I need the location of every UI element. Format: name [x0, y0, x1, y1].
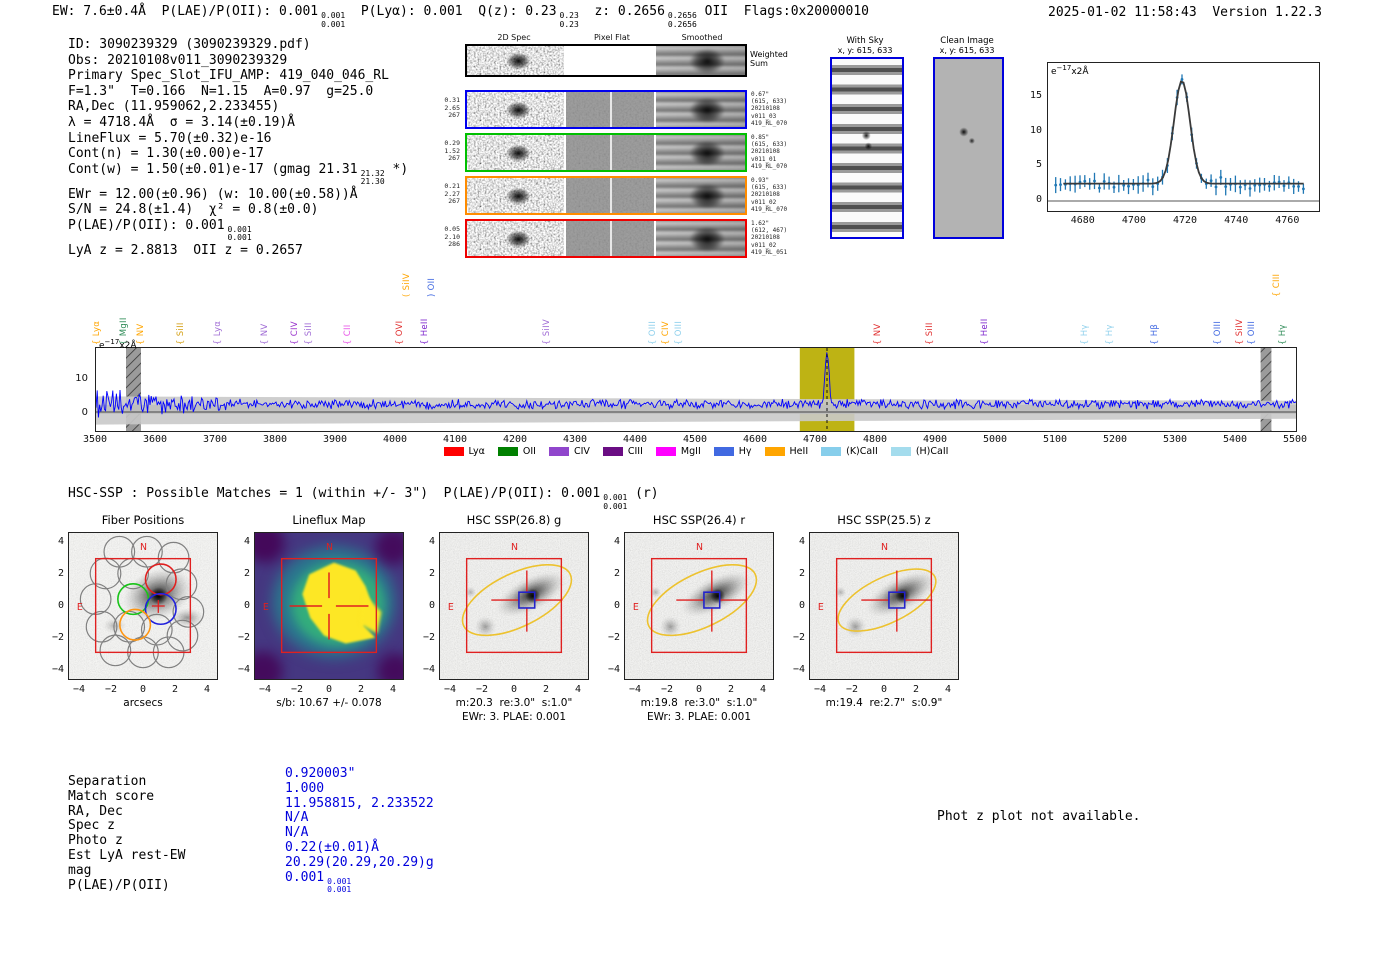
svg-text:N: N	[140, 541, 148, 553]
legend-item	[656, 446, 701, 457]
cutout-caption2: EWr: 3. PLAE: 0.001	[646, 711, 752, 723]
legend-label: CIV	[573, 446, 590, 457]
spec2d-image	[467, 46, 564, 75]
legend-label: (K)CaII	[846, 446, 878, 457]
fiber-id-labels: 0.85" (615, 633) 20210108 v011_01 419_RL_070	[751, 134, 788, 170]
spectral-line-label: { OIII	[1247, 320, 1257, 345]
legend-item	[765, 446, 809, 457]
legend-item	[498, 446, 536, 457]
ytick-label: 0	[798, 600, 805, 611]
match-table-value: 20.29(20.29,20.29)g	[285, 854, 434, 870]
spectral-line-label: { HeII	[980, 318, 990, 345]
info-line: λ = 4718.4Å σ = 3.14(±0.19)Å	[68, 114, 295, 130]
xtick-label: 3600	[142, 434, 168, 445]
cutout-panel-lineflux	[254, 532, 404, 680]
emission-blob	[467, 92, 564, 127]
pixelflat-image	[566, 46, 654, 75]
legend-label: Lyα	[468, 446, 485, 457]
svg-text:E: E	[262, 601, 269, 613]
match-table-label: Photo z	[68, 833, 123, 849]
clean-image-title: Clean Image	[940, 36, 994, 46]
cutout-caption: arcsecs	[123, 697, 163, 709]
spec2d-image	[467, 135, 564, 170]
clean-image-coords: x, y: 615, 633	[939, 46, 995, 55]
spectral-line-label: { CIV	[661, 321, 671, 345]
xtick-label: 5200	[1102, 434, 1128, 445]
xtick-label: −2	[845, 684, 859, 695]
fiber-weight-labels: 0.05 2.10 286	[444, 225, 460, 248]
with-sky-cutout	[830, 57, 904, 239]
xtick-label: 2	[357, 684, 365, 695]
xtick-label: 2	[171, 684, 179, 695]
ytick-label: −4	[51, 664, 64, 675]
match-table-label: RA, Dec	[68, 803, 123, 819]
xtick-label: 0	[139, 684, 147, 695]
cutout-panel-hsc	[439, 532, 589, 680]
info-line: Cont(n) = 1.30(±0.00)e-17	[68, 146, 264, 162]
spectral-line-label: { SiIV	[542, 319, 552, 345]
xtick-label: 0	[510, 684, 518, 695]
smoothed-blob	[656, 178, 745, 213]
exposure-row	[465, 176, 747, 215]
weighted-sum-label: Weighted Sum	[750, 50, 788, 68]
ytick-label: −2	[607, 632, 620, 643]
match-table-value: N/A	[285, 810, 309, 826]
xtick-label: 5000	[982, 434, 1008, 445]
cutout-caption: m:19.8 re:3.0" s:1.0"	[640, 697, 758, 709]
xtick-label: 4	[203, 684, 211, 695]
xtick-label: 4	[574, 684, 582, 695]
ytick-label: −4	[607, 664, 620, 675]
emission-spot	[935, 59, 1002, 237]
cutout-panel-hsc	[624, 532, 774, 680]
fiber-id-labels: 0.67" (615, 633) 20210108 v011_03 419_RL_070	[751, 91, 788, 127]
fraction-stack: 0.001 0.001	[227, 224, 252, 243]
xtick-label: 4000	[382, 434, 408, 445]
smoothed-blob	[656, 92, 745, 127]
photz-note: Phot z plot not available.	[937, 809, 1141, 824]
xtick-label: 4400	[622, 434, 648, 445]
xtick-label: 3800	[262, 434, 288, 445]
info-line: Cont(w) = 1.50(±0.01)e-17 (gmag 21.31 21.32 21.30 *)	[68, 161, 409, 187]
match-table-value: 11.958815, 2.233522	[285, 795, 434, 811]
xtick-label: −4	[258, 684, 272, 695]
xtick-label: 4500	[682, 434, 708, 445]
ytick-label: −4	[422, 664, 435, 675]
xtick-label: −2	[104, 684, 118, 695]
info-line: EWr = 12.00(±0.96) (w: 10.00(±0.58))Å	[68, 186, 358, 202]
match-table-label: Spec z	[68, 818, 115, 834]
fraction-stack: 0.001 0.001	[603, 493, 628, 511]
fiber-weight-labels: 0.29 1.52 267	[444, 139, 460, 162]
xtick-label: −4	[72, 684, 86, 695]
xtick-label: 4700	[1121, 215, 1146, 226]
spectral-line-label: { NV	[260, 323, 270, 345]
match-table-value: 0.920003"	[285, 766, 356, 781]
spectral-line-label: ( SiIV	[402, 273, 412, 297]
ytick-label: 2	[798, 568, 805, 579]
fraction-stack: 0.2656 0.2656	[667, 11, 697, 29]
ytick-label: 15	[1029, 89, 1042, 101]
info-line: P(LAE)/P(OII): 0.001 0.001 0.001	[68, 217, 252, 243]
spectral-line-label: { OIII	[1213, 320, 1223, 345]
spec2d-image	[467, 221, 564, 256]
spectral-line-label: { SiII	[304, 322, 314, 345]
legend-item	[603, 446, 643, 457]
legend-label: Hγ	[738, 446, 752, 457]
xtick-label: 4600	[742, 434, 768, 445]
xtick-label: −4	[813, 684, 827, 695]
xtick-label: 4	[389, 684, 397, 695]
flux-units-label: $e^{-17}x2Å$	[1051, 64, 1089, 77]
spectral-line-label: { CIV	[290, 321, 300, 345]
xtick-label: 4100	[442, 434, 468, 445]
smoothed-image	[656, 221, 745, 256]
smoothed-image	[656, 46, 745, 75]
smoothed-image	[656, 178, 745, 213]
pixelflat-image	[566, 178, 654, 213]
legend-item	[444, 446, 485, 457]
ytick-label: 4	[613, 536, 620, 547]
ytick-label: −2	[237, 632, 250, 643]
ytick-label: 4	[798, 536, 805, 547]
legend-swatch	[498, 447, 518, 456]
spectral-line-label: { HeII	[420, 318, 430, 345]
svg-text:N: N	[881, 541, 889, 553]
spectral-line-label: { MgII	[119, 317, 129, 345]
ytick-label: 2	[428, 568, 435, 579]
cutout-panel-hsc2	[809, 532, 959, 680]
info-line: ID: 3090239329 (3090239329.pdf)	[68, 37, 311, 52]
summary-header: EW: 7.6±0.4Å P(LAE)/P(OII): 0.001 0.001 0.001 P(Lyα): 0.001 Q(z): 0.23 0.23 0.23 z: 0.2656 0.2656 0.2656 OII Flags:0x20000010	[52, 4, 869, 29]
cutout-title: Fiber Positions	[101, 513, 185, 527]
xtick-label: 3700	[202, 434, 228, 445]
legend-swatch	[656, 447, 676, 456]
xtick-label: −4	[443, 684, 457, 695]
legend-swatch	[714, 447, 734, 456]
xtick-label: 4200	[502, 434, 528, 445]
line-legend	[95, 446, 1297, 457]
match-table-value: 0.22(±0.01)Å	[285, 840, 379, 855]
ytick-label: 2	[243, 568, 250, 579]
xtick-label: −2	[660, 684, 674, 695]
legend-swatch	[444, 447, 464, 456]
fraction-stack: 0.23 0.23	[559, 11, 579, 29]
ytick-label: 0	[613, 600, 620, 611]
xtick-label: 3500	[82, 434, 108, 445]
svg-text:N: N	[326, 541, 334, 553]
xtick-label: 0	[695, 684, 703, 695]
fiber-weight-labels: 0.31 2.65 267	[444, 96, 460, 119]
spectral-line-label: { NV	[873, 323, 883, 345]
col-header-pixelflat: Pixel Flat	[594, 33, 630, 42]
ytick-label: 10	[1029, 124, 1042, 136]
spectral-line-label: { Lyα	[213, 320, 223, 345]
xtick-label: 3900	[322, 434, 348, 445]
xtick-label: −4	[628, 684, 642, 695]
match-table-label: Est LyA rest-EW	[68, 848, 186, 863]
timestamp-version: 2025-01-02 11:58:43 Version 1.22.3	[1048, 5, 1322, 20]
xtick-label: 4760	[1275, 215, 1300, 226]
clean-image-cutout	[933, 57, 1004, 239]
hsc-match-header: HSC-SSP : Possible Matches = 1 (within +/- 3") P(LAE)/P(OII): 0.001 0.001 0.001 (r)	[68, 486, 659, 511]
spectral-line-label: { Hγ	[1105, 324, 1115, 345]
spectrum-ytick-0: 0	[81, 407, 88, 418]
svg-text:N: N	[511, 541, 519, 553]
spectral-line-label: { CII	[343, 324, 353, 345]
legend-swatch	[765, 447, 785, 456]
info-line: LyA z = 2.8813 OII z = 0.2657	[68, 242, 303, 258]
xtick-label: 4800	[862, 434, 888, 445]
match-table-value: N/A	[285, 825, 309, 841]
legend-item	[891, 446, 949, 457]
legend-item	[821, 446, 878, 457]
xtick-label: 4680	[1070, 215, 1095, 226]
info-line: S/N = 24.8(±1.4) χ² = 0.8(±0.0)	[68, 202, 319, 218]
xtick-label: 2	[912, 684, 920, 695]
col-header-2dspec: 2D Spec	[497, 33, 531, 42]
emission-blob	[467, 135, 564, 170]
match-table-value: 0.001 0.001 0.001	[285, 869, 352, 895]
xtick-label: 5400	[1222, 434, 1248, 445]
fraction-stack: 0.001 0.001	[321, 11, 346, 29]
spectrum-ytick-10: 10	[75, 373, 88, 384]
emission-blob	[467, 178, 564, 213]
spectral-line-label: ) OII	[427, 277, 437, 297]
with-sky-coords: x, y: 615, 633	[837, 46, 893, 55]
ytick-label: 4	[57, 536, 64, 547]
cutout-panel-fiber	[68, 532, 218, 680]
spectral-line-label: { OVI	[395, 320, 405, 345]
cutout-title: HSC SSP(26.4) r	[652, 513, 746, 527]
xtick-label: 5100	[1042, 434, 1068, 445]
exposure-row	[465, 219, 747, 258]
svg-text:E: E	[447, 601, 454, 613]
smoothed-blob	[656, 135, 745, 170]
legend-item	[714, 446, 752, 457]
ytick-label: −2	[792, 632, 805, 643]
cutout-caption: s/b: 10.67 +/- 0.078	[276, 697, 382, 709]
match-table-label: mag	[68, 862, 92, 878]
svg-text:N: N	[696, 541, 704, 553]
cutout-title: HSC SSP(25.5) z	[837, 513, 931, 527]
legend-swatch	[549, 447, 569, 456]
spectral-line-label: { SiII	[176, 322, 186, 345]
ytick-label: 0	[1035, 194, 1042, 205]
match-table-value: 1.000	[285, 780, 325, 796]
info-line: Obs: 20210108v011_3090239329	[68, 52, 288, 68]
cutout-title: HSC SSP(26.8) g	[466, 513, 562, 527]
legend-label: MgII	[680, 446, 701, 457]
pixelflat-image	[566, 92, 654, 127]
match-table-label: Separation	[68, 774, 147, 789]
ytick-label: 0	[428, 600, 435, 611]
spectral-line-label: { OIII	[674, 320, 684, 345]
cutout-caption: m:19.4 re:2.7" s:0.9"	[825, 697, 943, 709]
xtick-label: 0	[880, 684, 888, 695]
spectral-line-label: { SiII	[925, 322, 935, 345]
xtick-label: 4900	[922, 434, 948, 445]
xtick-label: −2	[290, 684, 304, 695]
ytick-label: 0	[57, 600, 64, 611]
ytick-label: 4	[243, 536, 250, 547]
smoothed-blob	[656, 46, 745, 75]
info-line: RA,Dec (11.959062,2.233455)	[68, 99, 280, 115]
xtick-label: 5300	[1162, 434, 1188, 445]
xtick-label: 5500	[1282, 434, 1308, 445]
xtick-label: 0	[325, 684, 333, 695]
match-table-label: P(LAE)/P(OII)	[68, 877, 170, 893]
pixelflat-image	[566, 135, 654, 170]
xtick-label: 4720	[1173, 215, 1198, 226]
ytick-label: 5	[1035, 159, 1042, 171]
cutout-title: Lineflux Map	[292, 513, 366, 527]
xtick-label: 4700	[802, 434, 828, 445]
spectral-line-labels	[0, 258, 1400, 347]
ytick-label: −2	[422, 632, 435, 643]
xtick-label: 4300	[562, 434, 588, 445]
full-spectrum-plot	[95, 347, 1297, 432]
svg-text:E: E	[632, 601, 639, 613]
ytick-label: 0	[243, 600, 250, 611]
observation-info	[68, 37, 408, 259]
ytick-label: −4	[237, 664, 250, 675]
info-line: Primary Spec_Slot_IFU_AMP: 419_040_046_RL	[68, 68, 389, 84]
info-line: F=1.3" T=0.166 N=1.15 A=0.97 g=25.0	[68, 83, 374, 99]
flux-units-label: $e^{-17}x2Å$	[99, 338, 137, 351]
spectral-line-label: { OIII	[648, 320, 658, 345]
spectral-line-label: { NV	[136, 323, 146, 345]
spec2d-image	[467, 178, 564, 213]
spectral-line-label: { Lyα	[92, 320, 102, 345]
spectral-line-label: { Hγ	[1080, 324, 1090, 345]
smoothed-blob	[656, 221, 745, 256]
fraction-stack: 21.32 21.30	[360, 168, 385, 187]
weighted-sum-row	[465, 44, 747, 77]
svg-text:E: E	[817, 601, 824, 613]
smoothed-image	[656, 135, 745, 170]
spectral-line-label: { Hβ	[1150, 323, 1160, 345]
spectral-line-label: { SiIV	[1235, 319, 1245, 345]
col-header-smoothed: Smoothed	[681, 33, 723, 42]
smoothed-image	[656, 92, 745, 127]
ytick-label: 2	[57, 568, 64, 579]
fraction-stack: 0.001 0.001	[327, 876, 352, 895]
legend-label: CIII	[627, 446, 643, 457]
cutout-caption2: EWr: 3. PLAE: 0.001	[461, 711, 567, 723]
match-table-label: Match score	[68, 788, 155, 804]
xtick-label: 2	[542, 684, 550, 695]
svg-text:E: E	[76, 601, 83, 613]
ytick-label: 4	[428, 536, 435, 547]
fiber-weight-labels: 0.21 2.27 267	[444, 182, 460, 205]
pixelflat-image	[566, 221, 654, 256]
exposure-row	[465, 133, 747, 172]
xtick-label: 2	[727, 684, 735, 695]
ytick-label: −2	[51, 632, 64, 643]
xtick-label: 4	[759, 684, 767, 695]
exposure-row	[465, 90, 747, 129]
fiber-id-labels: 0.93" (615, 633) 20210108 v011_02 419_RL_070	[751, 177, 788, 213]
fiber-id-labels: 1.62" (612, 467) 20210108 v011_02 419_RL_051	[751, 220, 788, 256]
legend-item	[549, 446, 590, 457]
emission-blob	[467, 46, 564, 75]
legend-label: HeII	[789, 446, 809, 457]
spec2d-image	[467, 92, 564, 127]
xtick-label: 4740	[1224, 215, 1249, 226]
spectral-line-label: { CIII	[1272, 273, 1282, 297]
info-line: LineFlux = 5.70(±0.32)e-16	[68, 130, 272, 146]
cutout-caption: m:20.3 re:3.0" s:1.0"	[455, 697, 573, 709]
emission-blob	[467, 221, 564, 256]
ytick-label: −4	[792, 664, 805, 675]
with-sky-title: With Sky	[846, 36, 884, 46]
legend-label: OII	[522, 446, 536, 457]
xtick-label: 4	[944, 684, 952, 695]
legend-swatch	[603, 447, 623, 456]
spectral-line-label: { Hγ	[1278, 324, 1288, 345]
ytick-label: 2	[613, 568, 620, 579]
legend-label: (H)CaII	[915, 446, 949, 457]
legend-swatch	[821, 447, 841, 456]
line-fit-plot	[1047, 62, 1320, 212]
emission-spot	[832, 59, 902, 237]
legend-swatch	[891, 447, 911, 456]
xtick-label: −2	[475, 684, 489, 695]
